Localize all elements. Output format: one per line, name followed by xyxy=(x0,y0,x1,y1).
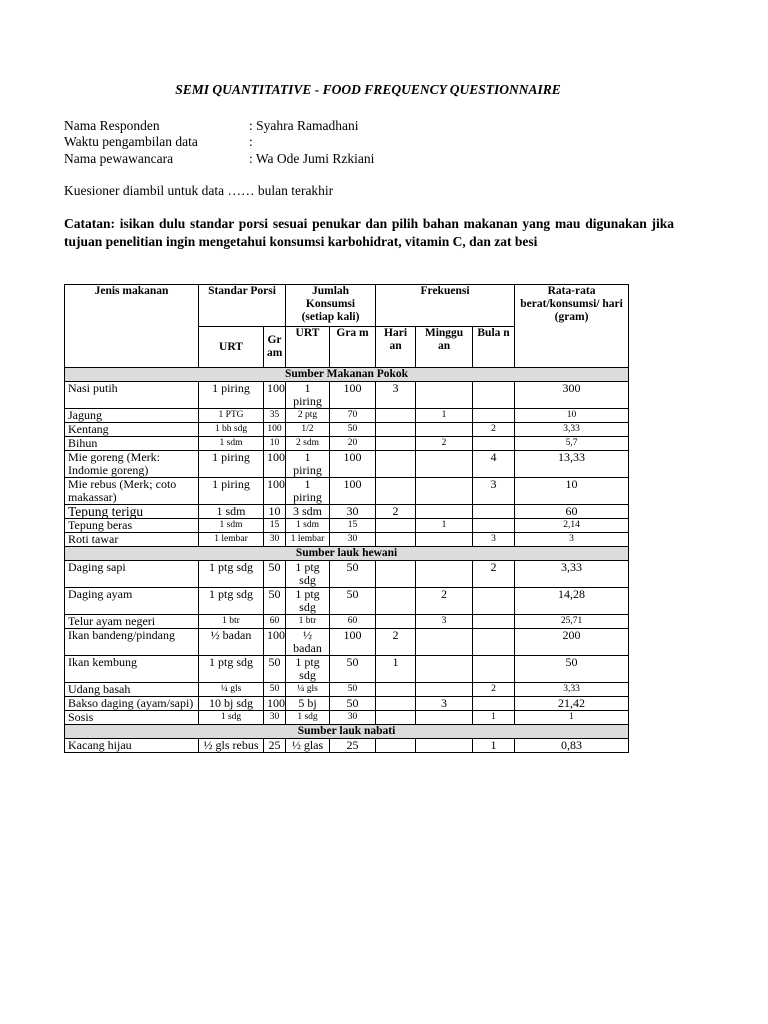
cell-gram-standard: 50 xyxy=(264,683,286,697)
cell-average: 21,42 xyxy=(515,697,629,711)
table-row xyxy=(65,478,629,505)
cell-urt-standard: 1 piring xyxy=(199,382,264,409)
cell-food: Nasi putih xyxy=(65,382,199,409)
cell-gram-amount: 100 xyxy=(330,382,376,409)
cell-monthly: 3 xyxy=(473,478,515,505)
table-row xyxy=(65,505,629,519)
cell-average: 3,33 xyxy=(515,683,629,697)
cell-urt-amount: 1 piring xyxy=(286,382,330,409)
cell-gram-amount: 50 xyxy=(330,683,376,697)
header-gram-amount: Gra m xyxy=(330,327,376,368)
cell-gram-standard: 10 xyxy=(264,437,286,451)
cell-monthly xyxy=(473,505,515,519)
cell-average: 3,33 xyxy=(515,423,629,437)
cell-gram-amount: 100 xyxy=(330,629,376,656)
table-row xyxy=(65,519,629,533)
cell-average: 60 xyxy=(515,505,629,519)
cell-food: Daging sapi xyxy=(65,561,199,588)
cell-weekly xyxy=(416,451,473,478)
cell-food: Roti tawar xyxy=(65,533,199,547)
cell-average: 3 xyxy=(515,533,629,547)
cell-food: Jagung xyxy=(65,409,199,423)
cell-urt-amount: 1 piring xyxy=(286,478,330,505)
section-header-row xyxy=(65,368,629,382)
cell-urt-standard: 1 ptg sdg xyxy=(199,588,264,615)
cell-urt-amount: ½ badan xyxy=(286,629,330,656)
cell-gram-amount: 15 xyxy=(330,519,376,533)
cell-urt-standard: 1 sdg xyxy=(199,711,264,725)
cell-urt-amount: 1 sdm xyxy=(286,519,330,533)
cell-monthly xyxy=(473,615,515,629)
cell-weekly xyxy=(416,683,473,697)
cell-urt-standard: ½ gls rebus xyxy=(199,739,264,753)
cell-weekly xyxy=(416,423,473,437)
cell-urt-amount: 1 sdg xyxy=(286,711,330,725)
cell-monthly xyxy=(473,409,515,423)
cell-weekly: 1 xyxy=(416,519,473,533)
cell-daily: 1 xyxy=(376,656,416,683)
header-food: Jenis makanan xyxy=(65,285,199,368)
cell-food: Mie rebus (Merk; coto makassar) xyxy=(65,478,199,505)
header-average: Rata-rata berat/konsumsi/ hari (gram) xyxy=(515,285,629,368)
cell-gram-amount: 30 xyxy=(330,505,376,519)
cell-monthly xyxy=(473,629,515,656)
ffq-table xyxy=(64,284,629,753)
cell-gram-standard: 30 xyxy=(264,711,286,725)
cell-daily xyxy=(376,519,416,533)
cell-gram-standard: 15 xyxy=(264,519,286,533)
respondent-name-label: Nama Responden xyxy=(64,118,160,133)
cell-monthly: 1 xyxy=(473,739,515,753)
header-daily: Hari an xyxy=(376,327,416,368)
period-text: Kuesioner diambil untuk data …… bulan terakhir xyxy=(64,183,334,198)
cell-monthly xyxy=(473,588,515,615)
cell-daily xyxy=(376,409,416,423)
cell-gram-amount: 30 xyxy=(330,711,376,725)
cell-weekly xyxy=(416,505,473,519)
cell-urt-standard: 1 PTG xyxy=(199,409,264,423)
cell-urt-amount: 2 sdm xyxy=(286,437,330,451)
cell-gram-amount: 25 xyxy=(330,739,376,753)
interviewer-value: : Wa Ode Jumi Rzkiani xyxy=(249,151,375,166)
cell-urt-amount: 3 sdm xyxy=(286,505,330,519)
cell-gram-amount: 30 xyxy=(330,533,376,547)
cell-weekly: 1 xyxy=(416,409,473,423)
cell-daily xyxy=(376,711,416,725)
cell-average: 200 xyxy=(515,629,629,656)
cell-weekly: 3 xyxy=(416,615,473,629)
cell-urt-standard: ½ badan xyxy=(199,629,264,656)
cell-gram-amount: 100 xyxy=(330,478,376,505)
respondent-name-value: : Syahra Ramadhani xyxy=(249,118,359,133)
cell-monthly: 2 xyxy=(473,683,515,697)
cell-urt-standard: 1 sdm xyxy=(199,505,264,519)
cell-urt-standard: ¼ gls xyxy=(199,683,264,697)
note-text: Catatan: isikan dulu standar porsi sesuai penukar dan pilih bahan makanan yang mau digunakan jika tujuan penelitian ingin mengetahui konsumsi karbohidrat, vitamin C, dan zat besi xyxy=(64,216,674,249)
section-title: Sumber Makanan Pokok xyxy=(65,368,629,382)
cell-weekly xyxy=(416,656,473,683)
cell-urt-amount: ½ glas xyxy=(286,739,330,753)
cell-weekly: 2 xyxy=(416,437,473,451)
cell-average: 300 xyxy=(515,382,629,409)
cell-urt-amount: 1 lembar xyxy=(286,533,330,547)
table-row xyxy=(65,382,629,409)
cell-weekly xyxy=(416,739,473,753)
header-standard-portion: Standar Porsi xyxy=(199,285,286,327)
cell-food: Sosis xyxy=(65,711,199,725)
cell-average: 50 xyxy=(515,656,629,683)
table-row xyxy=(65,437,629,451)
header-urt-amount: URT xyxy=(286,327,330,368)
cell-daily xyxy=(376,561,416,588)
header-gram-standard: Gr am xyxy=(264,327,286,368)
cell-urt-standard: 1 sdm xyxy=(199,437,264,451)
header-consumption-amount: Jumlah Konsumsi (setiap kali) xyxy=(286,285,376,327)
cell-monthly xyxy=(473,437,515,451)
cell-gram-amount: 60 xyxy=(330,615,376,629)
cell-urt-amount: ¼ gls xyxy=(286,683,330,697)
header-urt-standard: URT xyxy=(199,327,264,368)
table-row xyxy=(65,409,629,423)
cell-daily: 3 xyxy=(376,382,416,409)
cell-average: 10 xyxy=(515,478,629,505)
collection-time-label: Waktu pengambilan data xyxy=(64,134,198,149)
table-row xyxy=(65,629,629,656)
cell-weekly xyxy=(416,478,473,505)
cell-daily xyxy=(376,697,416,711)
cell-daily xyxy=(376,533,416,547)
cell-gram-amount: 50 xyxy=(330,423,376,437)
cell-average: 13,33 xyxy=(515,451,629,478)
cell-gram-standard: 50 xyxy=(264,561,286,588)
cell-urt-amount: 1 btr xyxy=(286,615,330,629)
cell-daily xyxy=(376,615,416,629)
cell-urt-amount: 2 ptg xyxy=(286,409,330,423)
cell-urt-amount: 5 bj xyxy=(286,697,330,711)
cell-gram-amount: 50 xyxy=(330,697,376,711)
header-weekly: Minggu an xyxy=(416,327,473,368)
cell-average: 5,7 xyxy=(515,437,629,451)
cell-urt-standard: 1 lembar xyxy=(199,533,264,547)
cell-daily xyxy=(376,739,416,753)
cell-monthly xyxy=(473,382,515,409)
cell-urt-standard: 10 bj sdg xyxy=(199,697,264,711)
cell-average: 14,28 xyxy=(515,588,629,615)
table-row xyxy=(65,588,629,615)
cell-daily xyxy=(376,423,416,437)
cell-urt-amount: 1 piring xyxy=(286,451,330,478)
cell-food: Bihun xyxy=(65,437,199,451)
cell-monthly xyxy=(473,519,515,533)
cell-gram-standard: 60 xyxy=(264,615,286,629)
cell-gram-standard: 100 xyxy=(264,697,286,711)
cell-daily xyxy=(376,683,416,697)
cell-monthly: 2 xyxy=(473,561,515,588)
cell-food: Ikan kembung xyxy=(65,656,199,683)
cell-weekly: 3 xyxy=(416,697,473,711)
table-row xyxy=(65,451,629,478)
cell-gram-amount: 20 xyxy=(330,437,376,451)
table-row xyxy=(65,561,629,588)
cell-urt-standard: 1 piring xyxy=(199,451,264,478)
cell-weekly xyxy=(416,382,473,409)
cell-gram-standard: 100 xyxy=(264,382,286,409)
cell-urt-standard: 1 ptg sdg xyxy=(199,656,264,683)
header-frequency: Frekuensi xyxy=(376,285,515,327)
cell-urt-standard: 1 ptg sdg xyxy=(199,561,264,588)
cell-monthly: 4 xyxy=(473,451,515,478)
cell-urt-amount: 1 ptg sdg xyxy=(286,588,330,615)
cell-gram-standard: 25 xyxy=(264,739,286,753)
cell-food: Kentang xyxy=(65,423,199,437)
cell-food: Kacang hijau xyxy=(65,739,199,753)
cell-food: Mie goreng (Merk: Indomie goreng) xyxy=(65,451,199,478)
cell-monthly: 2 xyxy=(473,423,515,437)
cell-daily xyxy=(376,451,416,478)
cell-food: Tepung beras xyxy=(65,519,199,533)
cell-urt-standard: 1 piring xyxy=(199,478,264,505)
cell-gram-amount: 50 xyxy=(330,561,376,588)
ffq-table-body xyxy=(65,368,629,753)
table-row xyxy=(65,683,629,697)
cell-gram-standard: 100 xyxy=(264,423,286,437)
table-row xyxy=(65,533,629,547)
cell-average: 3,33 xyxy=(515,561,629,588)
cell-monthly: 1 xyxy=(473,711,515,725)
section-header-row xyxy=(65,725,629,739)
table-row xyxy=(65,656,629,683)
table-row xyxy=(65,423,629,437)
cell-gram-amount: 50 xyxy=(330,656,376,683)
cell-urt-standard: 1 sdm xyxy=(199,519,264,533)
cell-daily: 2 xyxy=(376,629,416,656)
cell-daily xyxy=(376,478,416,505)
cell-average: 1 xyxy=(515,711,629,725)
cell-monthly xyxy=(473,697,515,711)
cell-food: Bakso daging (ayam/sapi) xyxy=(65,697,199,711)
cell-average: 2,14 xyxy=(515,519,629,533)
cell-weekly: 2 xyxy=(416,588,473,615)
document-title: SEMI QUANTITATIVE - FOOD FREQUENCY QUESTIONNAIRE xyxy=(175,82,561,97)
cell-food: Telur ayam negeri xyxy=(65,615,199,629)
cell-food: Daging ayam xyxy=(65,588,199,615)
header-monthly: Bula n xyxy=(473,327,515,368)
cell-weekly xyxy=(416,711,473,725)
cell-urt-amount: 1 ptg sdg xyxy=(286,656,330,683)
cell-urt-standard: 1 bh sdg xyxy=(199,423,264,437)
section-title: Sumber lauk nabati xyxy=(65,725,629,739)
collection-time-value: : xyxy=(249,134,253,149)
cell-gram-amount: 50 xyxy=(330,588,376,615)
cell-gram-standard: 35 xyxy=(264,409,286,423)
table-row xyxy=(65,711,629,725)
cell-weekly xyxy=(416,629,473,656)
table-row xyxy=(65,739,629,753)
section-header-row xyxy=(65,547,629,561)
table-row xyxy=(65,697,629,711)
cell-urt-standard: 1 btr xyxy=(199,615,264,629)
cell-weekly xyxy=(416,533,473,547)
cell-gram-standard: 100 xyxy=(264,451,286,478)
section-title: Sumber lauk hewani xyxy=(65,547,629,561)
cell-gram-standard: 100 xyxy=(264,629,286,656)
cell-urt-amount: 1 ptg sdg xyxy=(286,561,330,588)
cell-average: 25,71 xyxy=(515,615,629,629)
cell-monthly xyxy=(473,656,515,683)
cell-daily xyxy=(376,437,416,451)
cell-gram-standard: 30 xyxy=(264,533,286,547)
cell-gram-standard: 50 xyxy=(264,588,286,615)
cell-weekly xyxy=(416,561,473,588)
cell-gram-standard: 100 xyxy=(264,478,286,505)
cell-monthly: 3 xyxy=(473,533,515,547)
cell-average: 10 xyxy=(515,409,629,423)
cell-daily xyxy=(376,588,416,615)
cell-gram-amount: 100 xyxy=(330,451,376,478)
cell-urt-amount: 1/2 xyxy=(286,423,330,437)
cell-gram-standard: 50 xyxy=(264,656,286,683)
cell-food: Tepung terigu xyxy=(65,505,199,519)
cell-average: 0,83 xyxy=(515,739,629,753)
cell-food: Udang basah xyxy=(65,683,199,697)
cell-gram-amount: 70 xyxy=(330,409,376,423)
cell-daily: 2 xyxy=(376,505,416,519)
cell-gram-standard: 10 xyxy=(264,505,286,519)
cell-food: Ikan bandeng/pindang xyxy=(65,629,199,656)
table-row xyxy=(65,615,629,629)
interviewer-label: Nama pewawancara xyxy=(64,151,174,166)
